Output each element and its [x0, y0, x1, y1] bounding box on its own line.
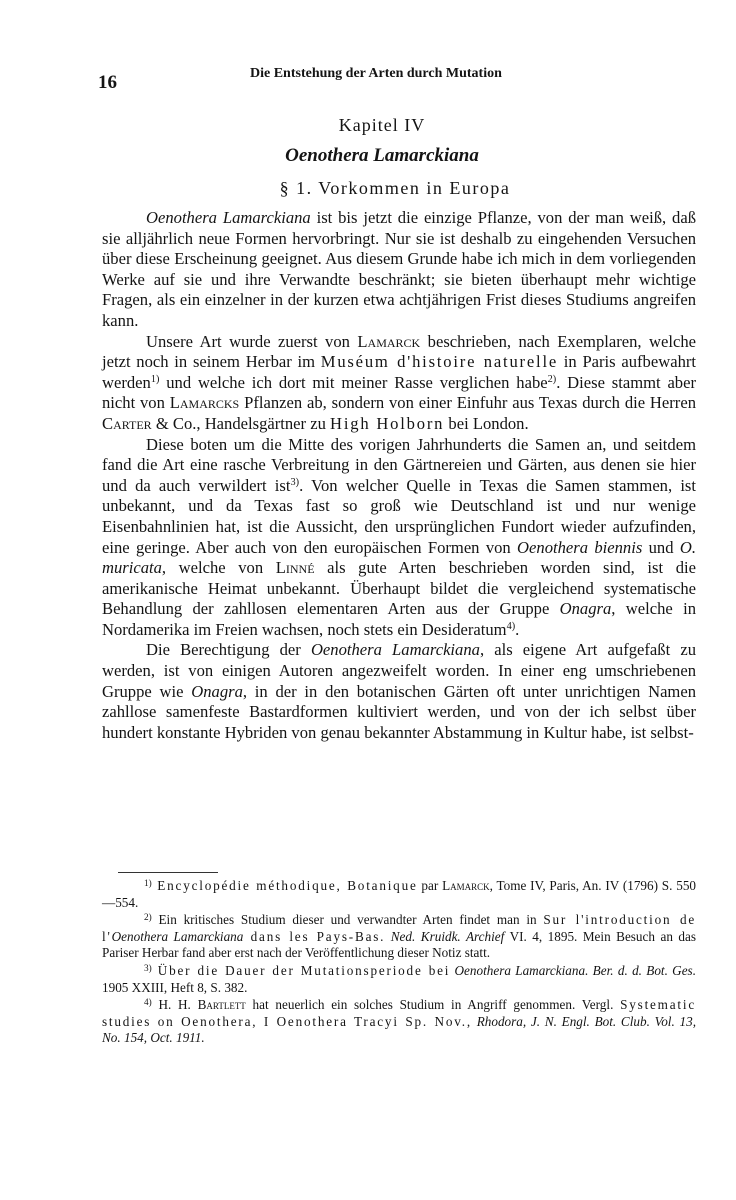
paragraph-3	[102, 435, 696, 641]
text-span: . Diese stammt aber nicht von	[102, 372, 696, 413]
text-span: Die Berechtigung der	[146, 640, 311, 660]
text-span: als gute Arten beschrieben worden sind, ist die amerikanische Heimat unbekannt. Überhaupt bildet die vergleichend systematische Behandlung der zahllosen elementaren Arten aus der Gruppe	[102, 558, 696, 619]
text-span: Diese boten um die Mitte des vorigen Jahrhunderts die Samen an, und seitdem fand die Art eine rasche Verbreitung in den Gärtnereien und Gärten, aus denen sie hier und da auch verwildert ist	[102, 434, 696, 495]
text-span: beschrieben, nach Exemplaren, welche jetzt noch in seinem Herbar im	[102, 331, 697, 372]
text-span: und welche ich dort mit meiner Rasse verglichen habe	[159, 372, 548, 392]
footnote-mark: 4)	[144, 997, 152, 1007]
author-name: Lamarcks	[169, 393, 240, 413]
footnotes	[102, 878, 696, 1048]
text-span: in Paris aufbewahrt werden	[102, 352, 696, 392]
author-name: Bartlett	[197, 997, 246, 1013]
footnote-3	[102, 963, 696, 996]
footnote-2	[102, 912, 696, 962]
text-span: , als eigene Art aufgefaßt zu werden, ist von einigen Autoren angezweifelt worden. In einer eng umschriebenen Gruppe wie	[102, 640, 696, 701]
text-span: und	[642, 537, 680, 557]
spaced-text: dans les Pays-Bas.	[243, 928, 386, 944]
section-title: § 1. Vorkommen in Europa	[279, 178, 511, 198]
species-title: Oenothera Lamarckiana	[285, 145, 479, 166]
footnote-1	[102, 878, 696, 911]
text-span: . Von welcher Quelle in Texas die Samen stammen, ist unbekannt, und da Texas fast so groß wie Deutschland ist und nur wenige Eisenbahnlinien hat, ist die Aussicht, den ursprünglichen Fundort wieder aufzufinden, eine geringe. Aber auch von den europäischen Formen von	[102, 475, 696, 557]
species-name: Oenothera Lamarckiana	[310, 640, 480, 660]
text-span: ist bis jetzt die einzige Pflanze, von der man weiß, daß sie alljährlich neue Formen hervorbringt. Nur sie ist deshalb zu eingehenden Versuchen über diese Erscheinung geeignet. Aus diesem Grunde habe ich mich in dem vorliegenden Werke auf sie und ihre Verwandte beschränkt; sie bieten überhaupt mehr wichtige Fragen, als ein einzelner in der kurzen etwa achtjährigen Frist dieses Studiums angreifen kann.	[102, 208, 696, 330]
chapter-title: Kapitel IV	[338, 115, 426, 135]
footnote-mark: 3)	[144, 962, 152, 973]
spaced-text: Sur l'introduction de l'	[102, 912, 696, 944]
spaced-text: Systematic studies on Oenothera, I Oenothera Tracyi Sp. Nov.,	[102, 997, 696, 1029]
journal-name: Oenothera Lamarckiana. Ber. d. d. Bot. Ges.	[454, 962, 696, 978]
species-name: O. muricata	[102, 537, 696, 578]
spaced-text: Encyclopédie méthodique, Botanique	[151, 878, 418, 893]
text-span: , Tome IV, Paris, An. IV (1796) S. 550—554.	[102, 878, 697, 910]
species-name: Oenothera biennis	[517, 537, 643, 557]
spaced-text: Über	[151, 962, 198, 978]
text-span: Pflanzen ab, sondern von einer Einfuhr aus Texas durch die Herren	[239, 393, 696, 413]
spaced-text: die Dauer der Mutationsperiode bei	[197, 962, 451, 978]
text-span: .	[515, 619, 520, 639]
footnote-4	[102, 997, 696, 1047]
paragraph-1	[102, 208, 696, 332]
text-span: , in der in den botanischen Gärten oft unter unrichtigen Namen zahllose samenfeste Bastardformen kultiviert werden, und von der ich selbst über hundert konstante Hybriden von genau bekannter Abstammung in Kultur habe, ist selbst-	[102, 681, 696, 742]
author-name: Lamarck	[442, 878, 490, 893]
footnote-rule	[118, 872, 218, 873]
text-span: 1905 XXIII, Heft 8, S. 382.	[102, 979, 248, 995]
page-number: 16	[98, 72, 117, 93]
spaced-text: Muséum d'histoire naturelle	[320, 352, 559, 372]
paragraph-4	[102, 640, 696, 743]
text-span: & Co., Handelsgärtner zu	[151, 413, 331, 433]
company-name: Carter	[102, 413, 152, 433]
text-span: bei London.	[444, 413, 529, 433]
spaced-text: High Holborn	[330, 413, 445, 433]
text-span: , welche von	[161, 558, 276, 578]
journal-name: Ned. Kruidk. Archief	[390, 928, 505, 944]
species-name: Oenothera Lamarckiana	[111, 928, 244, 944]
text-span: VI. 4, 1895. Mein Besuch an das Pariser Herbar fand aber erst nach der Veröffentlichung dieser Notiz statt.	[102, 928, 696, 961]
footnote-mark: 2)	[144, 912, 152, 923]
text-span: par	[417, 878, 443, 893]
footnote-ref: 3)	[290, 476, 300, 488]
text-span: H. H.	[151, 997, 198, 1013]
species-name: Oenothera Lamarckiana	[146, 208, 311, 227]
genus-group-name: Onagra	[559, 599, 612, 619]
footnote-ref: 2)	[547, 373, 557, 385]
body-text	[102, 208, 696, 743]
footnote-mark: 1)	[144, 877, 152, 888]
text-span: Unsere Art wurde zuerst von	[146, 331, 358, 351]
genus-group-name: Onagra	[191, 681, 243, 701]
journal-name: Rhodora, J. N. Engl. Bot. Club. Vol. 13, No. 154, Oct. 1911.	[102, 1013, 697, 1046]
text-span: Ein kritisches Studium dieser und verwandter Arten findet man in	[151, 912, 544, 928]
text-span: , welche in Nordamerika im Freien wachsen, noch stets ein Desideratum	[102, 599, 696, 639]
author-name: Lamarck	[357, 331, 421, 351]
footnote-ref: 1)	[150, 373, 160, 385]
footnote-ref: 4)	[506, 620, 516, 632]
author-name: Linné	[275, 558, 315, 578]
text-span: hat neuerlich ein solches Studium in Angriff genommen. Vergl.	[245, 997, 621, 1013]
paragraph-2	[102, 332, 696, 435]
running-head: Die Entstehung der Arten durch Mutation	[250, 66, 502, 81]
